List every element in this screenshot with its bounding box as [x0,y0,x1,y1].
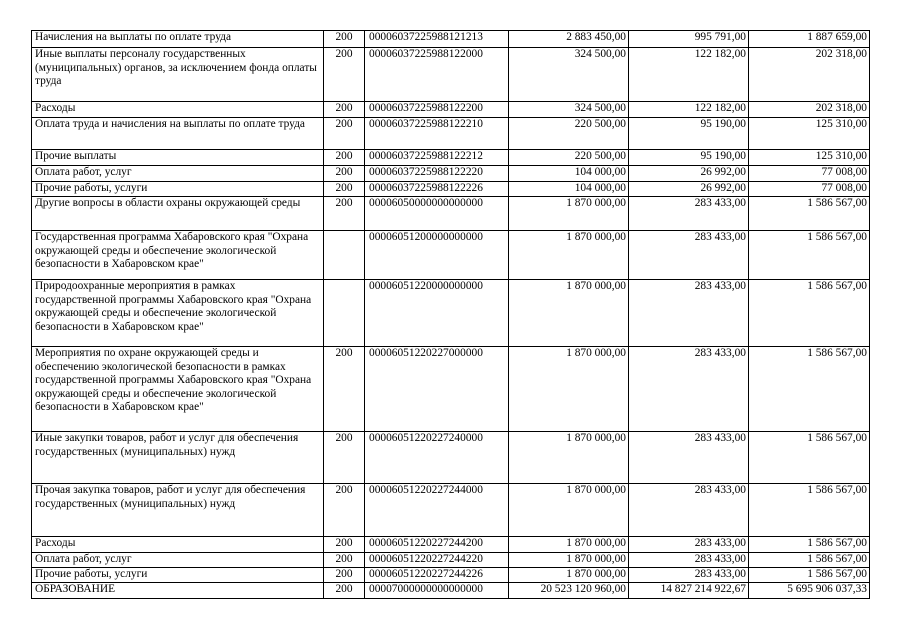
row-admin-code-cell: 200 [324,31,365,48]
row-name-cell: Прочие работы, услуги [32,182,324,197]
row-approved-cell: 20 523 120 960,00 [509,583,629,599]
row-approved-cell: 1 870 000,00 [509,231,629,280]
row-admin-code-cell [324,280,365,347]
row-budget-code-cell: 00006051220227244000 [365,484,509,537]
table-row [32,150,870,166]
table-row [32,118,870,150]
row-name-cell: Расходы [32,102,324,118]
row-executed-cell: 283 433,00 [629,231,749,280]
row-name-cell: Расходы [32,537,324,553]
row-unexecuted-cell: 5 695 906 037,33 [749,583,870,599]
row-budget-code-cell: 00006037225988122200 [365,102,509,118]
row-executed-cell: 122 182,00 [629,102,749,118]
table-row [32,182,870,197]
row-approved-cell: 1 870 000,00 [509,553,629,568]
row-unexecuted-cell: 77 008,00 [749,182,870,197]
row-executed-cell: 283 433,00 [629,553,749,568]
row-unexecuted-cell: 202 318,00 [749,48,870,102]
row-name-cell: Государственная программа Хабаровского края "Охрана окружающей среды и обеспечение экологической безопасности в Хабаровском крае" [32,231,324,280]
row-executed-cell: 995 791,00 [629,31,749,48]
row-name-cell: Прочие выплаты [32,150,324,166]
row-name-cell: Прочие работы, услуги [32,568,324,583]
row-unexecuted-cell: 202 318,00 [749,102,870,118]
table-body [32,31,870,599]
row-name-cell: Природоохранные мероприятия в рамках государственной программы Хабаровского края "Охрана окружающей среды и обеспечение экологической безопасности в Хабаровском крае" [32,280,324,347]
row-admin-code-cell: 200 [324,484,365,537]
row-executed-cell: 95 190,00 [629,150,749,166]
row-budget-code-cell: 00006051220000000000 [365,280,509,347]
row-executed-cell: 26 992,00 [629,182,749,197]
row-unexecuted-cell: 1 586 567,00 [749,484,870,537]
row-name-cell: Оплата труда и начисления на выплаты по оплате труда [32,118,324,150]
row-executed-cell: 283 433,00 [629,347,749,432]
row-approved-cell: 324 500,00 [509,48,629,102]
row-budget-code-cell: 00006051220227244200 [365,537,509,553]
row-budget-code-cell: 00006051220227000000 [365,347,509,432]
row-executed-cell: 283 433,00 [629,197,749,231]
row-admin-code-cell: 200 [324,48,365,102]
row-approved-cell: 220 500,00 [509,118,629,150]
row-executed-cell: 283 433,00 [629,280,749,347]
row-budget-code-cell: 00006037225988122212 [365,150,509,166]
row-approved-cell: 1 870 000,00 [509,280,629,347]
row-approved-cell: 1 870 000,00 [509,347,629,432]
row-admin-code-cell: 200 [324,197,365,231]
row-unexecuted-cell: 1 586 567,00 [749,553,870,568]
row-name-cell: Оплата работ, услуг [32,553,324,568]
row-name-cell: Мероприятия по охране окружающей среды и обеспечению экологической безопасности в рамках государственной программы Хабаровского края "Охрана окружающей среды и обеспечение экологической безопасности в Хабаровском крае" [32,347,324,432]
row-unexecuted-cell: 1 586 567,00 [749,231,870,280]
row-admin-code-cell: 200 [324,537,365,553]
table-row [32,432,870,484]
row-executed-cell: 14 827 214 922,67 [629,583,749,599]
row-name-cell: ОБРАЗОВАНИЕ [32,583,324,599]
row-executed-cell: 26 992,00 [629,166,749,182]
row-unexecuted-cell: 125 310,00 [749,150,870,166]
row-name-cell: Другие вопросы в области охраны окружающей среды [32,197,324,231]
row-approved-cell: 1 870 000,00 [509,432,629,484]
row-budget-code-cell: 00006037225988122220 [365,166,509,182]
row-admin-code-cell: 200 [324,568,365,583]
row-approved-cell: 1 870 000,00 [509,484,629,537]
row-budget-code-cell: 00006051220227244226 [365,568,509,583]
row-budget-code-cell: 00006037225988122000 [365,48,509,102]
row-unexecuted-cell: 1 887 659,00 [749,31,870,48]
row-unexecuted-cell: 1 586 567,00 [749,347,870,432]
row-executed-cell: 283 433,00 [629,484,749,537]
row-approved-cell: 104 000,00 [509,182,629,197]
table-row [32,347,870,432]
row-admin-code-cell: 200 [324,150,365,166]
document-page [31,30,869,599]
row-budget-code-cell: 00006051220227240000 [365,432,509,484]
table-row [32,31,870,48]
row-executed-cell: 283 433,00 [629,432,749,484]
table-row [32,102,870,118]
row-executed-cell: 122 182,00 [629,48,749,102]
row-executed-cell: 283 433,00 [629,537,749,553]
row-approved-cell: 104 000,00 [509,166,629,182]
row-approved-cell: 1 870 000,00 [509,568,629,583]
row-admin-code-cell: 200 [324,347,365,432]
budget-execution-table [31,30,870,599]
table-row [32,197,870,231]
row-unexecuted-cell: 1 586 567,00 [749,432,870,484]
table-row [32,484,870,537]
row-budget-code-cell: 00006037225988121213 [365,31,509,48]
table-row [32,231,870,280]
table-row [32,537,870,553]
row-admin-code-cell: 200 [324,583,365,599]
row-approved-cell: 1 870 000,00 [509,537,629,553]
row-name-cell: Иные закупки товаров, работ и услуг для обеспечения государственных (муниципальных) нужд [32,432,324,484]
row-budget-code-cell: 00006037225988122226 [365,182,509,197]
row-name-cell: Оплата работ, услуг [32,166,324,182]
row-executed-cell: 95 190,00 [629,118,749,150]
row-admin-code-cell: 200 [324,182,365,197]
row-name-cell: Начисления на выплаты по оплате труда [32,31,324,48]
row-admin-code-cell [324,231,365,280]
row-approved-cell: 2 883 450,00 [509,31,629,48]
row-unexecuted-cell: 1 586 567,00 [749,280,870,347]
row-admin-code-cell: 200 [324,118,365,150]
table-row [32,583,870,599]
row-budget-code-cell: 00006051200000000000 [365,231,509,280]
row-admin-code-cell: 200 [324,553,365,568]
row-budget-code-cell: 00007000000000000000 [365,583,509,599]
row-unexecuted-cell: 1 586 567,00 [749,197,870,231]
table-row [32,553,870,568]
row-unexecuted-cell: 1 586 567,00 [749,537,870,553]
row-name-cell: Иные выплаты персоналу государственных (муниципальных) органов, за исключением фонда оплаты труда [32,48,324,102]
row-admin-code-cell: 200 [324,102,365,118]
row-unexecuted-cell: 125 310,00 [749,118,870,150]
table-row [32,280,870,347]
table-row [32,166,870,182]
row-unexecuted-cell: 1 586 567,00 [749,568,870,583]
row-admin-code-cell: 200 [324,166,365,182]
row-budget-code-cell: 00006051220227244220 [365,553,509,568]
row-budget-code-cell: 00006050000000000000 [365,197,509,231]
row-name-cell: Прочая закупка товаров, работ и услуг для обеспечения государственных (муниципальных) нужд [32,484,324,537]
row-approved-cell: 1 870 000,00 [509,197,629,231]
row-budget-code-cell: 00006037225988122210 [365,118,509,150]
row-approved-cell: 324 500,00 [509,102,629,118]
table-row [32,568,870,583]
row-admin-code-cell: 200 [324,432,365,484]
row-executed-cell: 283 433,00 [629,568,749,583]
row-approved-cell: 220 500,00 [509,150,629,166]
table-row [32,48,870,102]
row-unexecuted-cell: 77 008,00 [749,166,870,182]
